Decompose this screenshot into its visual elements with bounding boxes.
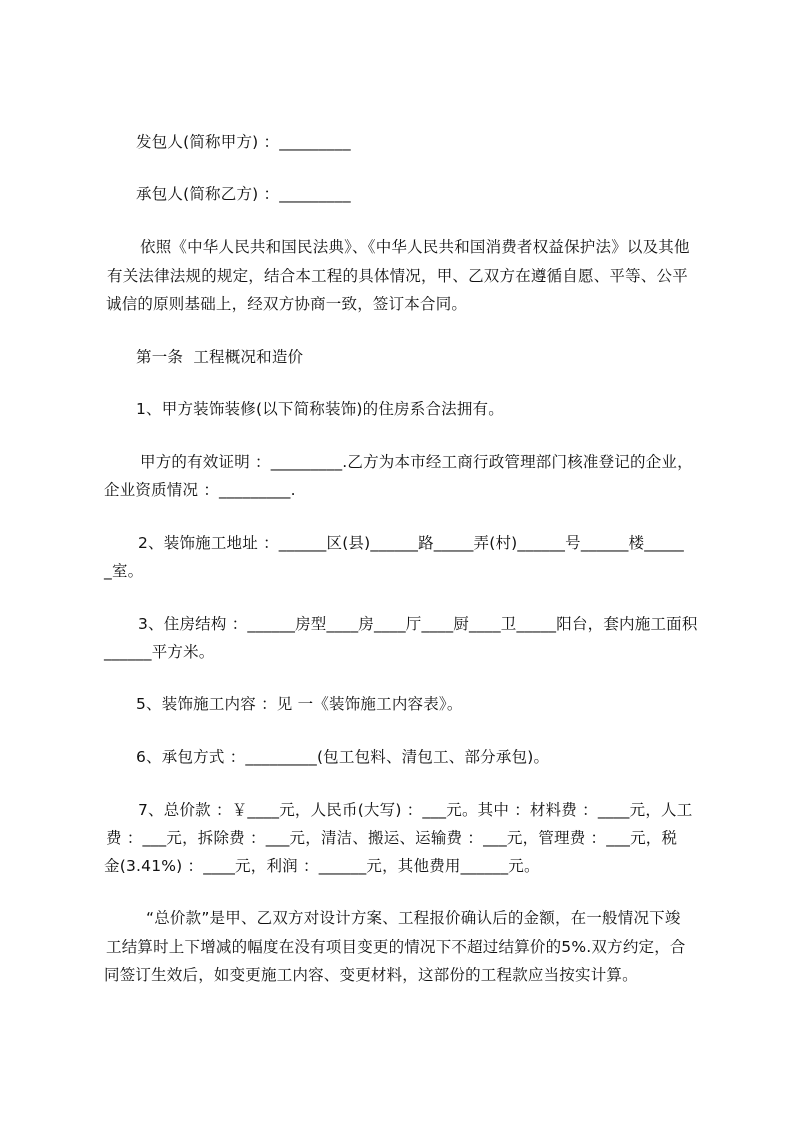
preamble-line-2: 有关法律法规的规定，结合本工程的具体情况，甲、乙双方在遵循自愿、平等、公平 — [107, 267, 688, 285]
clause-7-line-3: 金(3.41%) ：____元，利润 ：______元，其他费用______元。 — [104, 857, 540, 875]
clause-5: 5、装饰施工内容 ：见 一《装饰施工内容表》。 — [136, 695, 463, 713]
clause-1: 1、甲方装饰装修(以下简称装饰)的住房系合法拥有。 — [136, 400, 504, 418]
clause-7-line-1: 7、总价款 ：￥____元，人民币(大写) ：___元。其中 ：材料费 ：____元，人工 — [138, 801, 693, 819]
clause-3-line-2: ______平方米。 — [104, 643, 215, 661]
preamble-line-3: 诚信的原则基础上，经双方协商一致，签订本合同。 — [106, 295, 468, 313]
article-1-heading: 第一条 工程概况和造价 — [136, 348, 304, 366]
clause-3-line-1: 3、住房结构 ：______房型____房____厅____厨____卫_____阳台，套内施工面积 — [138, 615, 698, 633]
clause-7-line-2: 费 ：___元，拆除费 ：___元，清洁、搬运、运输费 ：___元，管理费 ：___元，税 — [106, 829, 678, 847]
clause-1-proof-line-2: 企业资质情况 ：_________. — [104, 481, 296, 499]
party-b-line: 承包人(简称乙方) ：_________ — [136, 185, 351, 203]
clause-6: 6、承包方式 ：_________(包工包料、清包工、部分承包)。 — [136, 748, 550, 766]
clause-1-proof-line-1: 甲方的有效证明 ：_________.乙方为本市经工商行政管理部门核准登记的企业， — [140, 453, 693, 471]
preamble-line-1: 依照《中华人民共和国民法典》、《中华人民共和国消费者权益保护法》以及其他 — [140, 238, 690, 256]
clause-2-line-1: 2、装饰施工地址 ：______区(县)______路_____弄(村)______号______楼_____ — [138, 534, 684, 552]
total-price-note-line-3: 同签订生效后，如变更施工内容、变更材料，这部份的工程款应当按实计算。 — [104, 966, 638, 984]
clause-2-line-2: _室。 — [104, 562, 144, 580]
total-price-note-line-2: 工结算时上下增减的幅度在没有项目变更的情况下不超过结算价的5%.双方约定，合 — [106, 938, 686, 956]
total-price-note-line-1: “总价款”是甲、乙双方对设计方案、工程报价确认后的金额，在一般情况下竣 — [146, 909, 681, 927]
party-a-line: 发包人(简称甲方) ：_________ — [136, 133, 351, 151]
